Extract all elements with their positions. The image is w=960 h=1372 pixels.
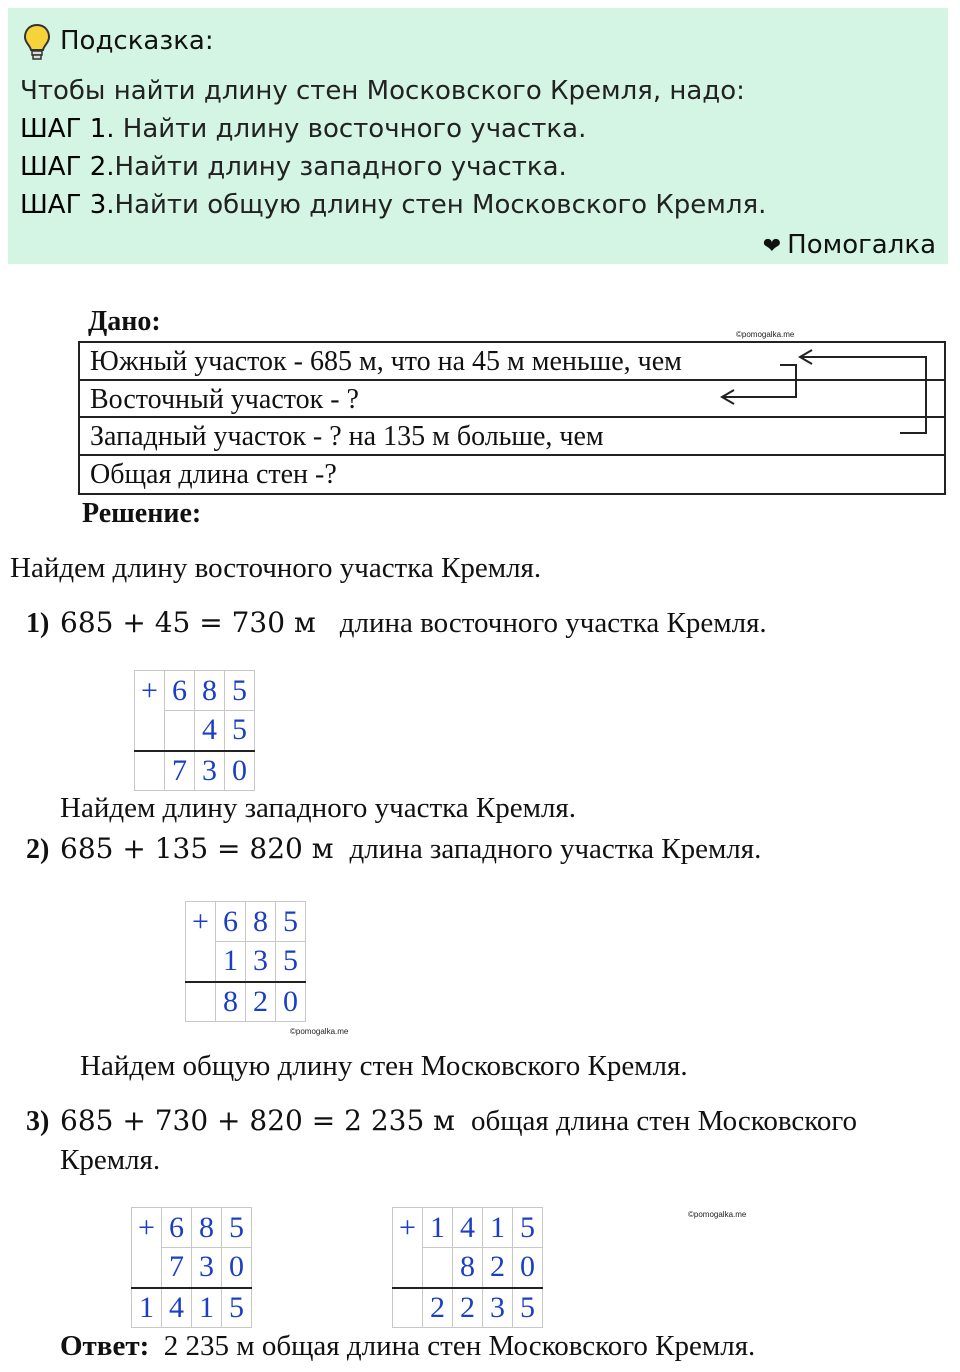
given-row-south: Южный участок - 685 м, что на 45 м меньше, чем: [80, 343, 944, 381]
step1-intro: Найдем длину восточного участка Кремля.: [10, 552, 542, 584]
hint-intro: Чтобы найти длину стен Московского Кремля, надо:: [20, 76, 745, 106]
given-label: Дано:: [88, 306, 161, 337]
lightbulb-icon: [22, 22, 52, 62]
answer-label: Ответ:: [60, 1330, 150, 1362]
calc-step3a: + 6 8 5 7 3 0 1 4 1 5: [131, 1207, 252, 1328]
given-row-total: Общая длина стен -?: [90, 458, 337, 490]
step3-number: 3): [26, 1106, 50, 1137]
heart-icon: ❤: [762, 234, 782, 259]
relation-arrows: [700, 341, 946, 461]
plus-sign: +: [132, 1208, 162, 1248]
brand: ❤ Помогалка: [762, 230, 936, 260]
step1-expression: 685 + 45 = 730 м: [60, 606, 316, 639]
plus-sign: +: [393, 1208, 423, 1248]
step1-number: 1): [26, 608, 50, 639]
plus-sign: +: [135, 671, 165, 711]
given-row-west: Западный участок - ? на 135 м больше, чем: [80, 418, 944, 456]
plus-sign: +: [186, 902, 216, 942]
solution-label: Решение:: [82, 498, 202, 529]
step3-explanation-cont: Кремля.: [60, 1144, 161, 1176]
hint-step-3: ШАГ 3.Найти общую длину стен Московского Кремля.: [20, 190, 767, 220]
calc-step1: + 6 8 5 4 5 7 3 0: [134, 670, 255, 791]
step1-line: [60, 606, 767, 640]
step2-intro: Найдем длину западного участка Кремля.: [60, 792, 577, 824]
step2-line: [60, 832, 761, 866]
step2-explanation: длина западного участка Кремля.: [349, 833, 762, 865]
calc-step2: + 6 8 5 1 3 5 8 2 0: [185, 901, 306, 1022]
step3-intro: Найдем общую длину стен Московского Кремля.: [80, 1050, 688, 1082]
watermark: ©pomogalka.me: [688, 1210, 747, 1219]
step3-expression: 685 + 730 + 820 = 2 235 м: [60, 1104, 455, 1137]
hint-title: Подсказка:: [60, 26, 214, 56]
step2-expression: 685 + 135 = 820 м: [60, 832, 334, 865]
given-row-east: Восточный участок - ?: [80, 381, 944, 419]
answer-line: [60, 1330, 755, 1363]
step1-explanation: длина восточного участка Кремля.: [339, 607, 767, 639]
step3-explanation: общая длина стен Московского: [470, 1105, 858, 1137]
answer-text: 2 235 м общая длина стен Московского Кремля.: [163, 1330, 756, 1362]
watermark: ©pomogalka.me: [736, 330, 795, 339]
step3-line: [60, 1104, 857, 1138]
watermark: ©pomogalka.me: [290, 1027, 349, 1036]
hint-step-2: ШАГ 2.Найти длину западного участка.: [20, 152, 567, 182]
hint-box: [8, 8, 948, 264]
step2-number: 2): [26, 834, 50, 865]
calc-step3b: + 1 4 1 5 8 2 0 2 2 3 5: [392, 1207, 543, 1328]
hint-step-1: ШАГ 1. Найти длину восточного участка.: [20, 114, 587, 144]
